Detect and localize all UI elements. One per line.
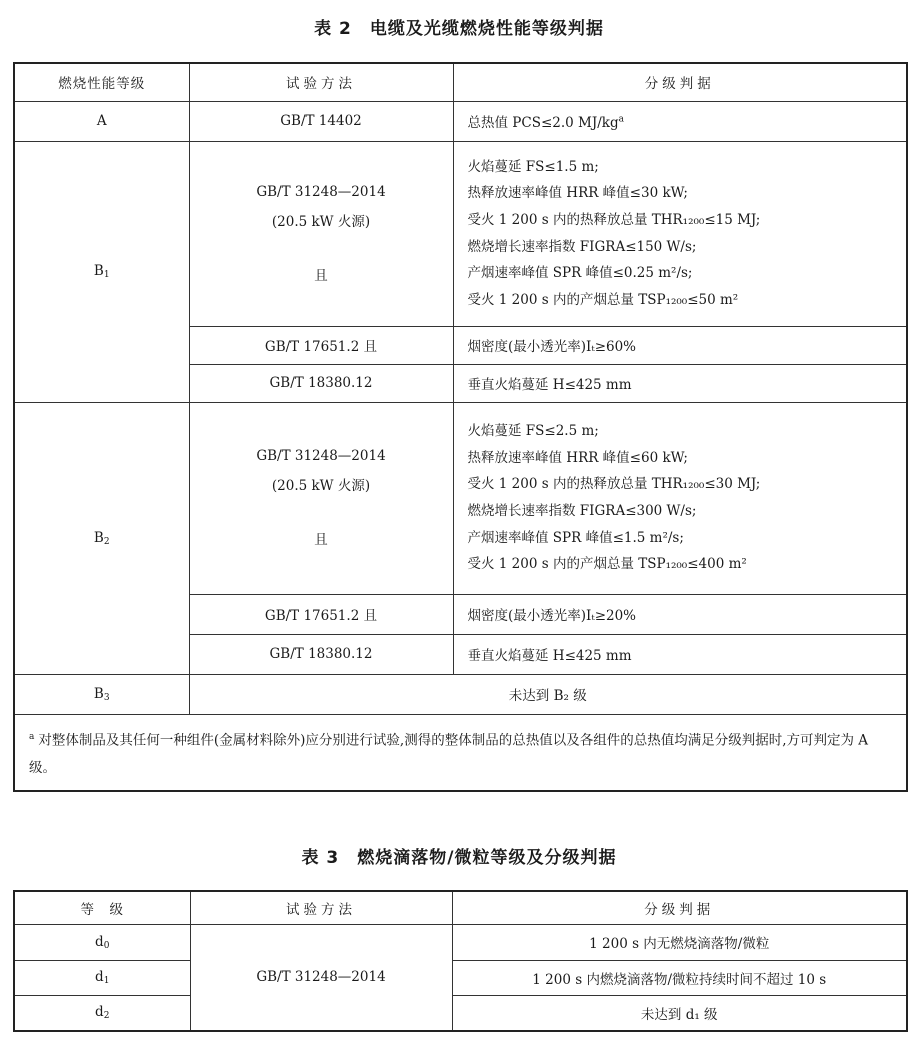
header-grade: 等 级 [14,891,190,924]
table-row-d2 [14,995,907,1031]
criterion-d2: 未达到 d₁ 级 [452,995,907,1031]
method-a: GB/T 14402 [189,101,453,141]
table3-header-row [14,891,907,924]
header-method: 试验方法 [190,891,452,924]
vertical-method-b2: GB/T 18380.12 [189,634,453,674]
table3-title: 表 3 燃烧滴落物/微粒等级及分级判据 [301,848,617,868]
header-criteria: 分级判据 [452,891,907,924]
criterion-a: 总热值 PCS≤2.0 $MJ/kg^a$ [453,101,907,141]
grade-b1: $B_1$ [14,141,189,402]
table2-combustion-grades [13,62,908,792]
vertical-method-b1: GB/T 18380.12 [189,364,453,402]
table-row-grade-a [14,101,907,141]
footnote-mark: a [618,114,625,125]
vertical-criterion-b2: 垂直火焰蔓延 H≤425 mm [453,634,907,674]
criterion-d0: 1 200 s 内无燃烧滴落物/微粒 [452,924,907,960]
criteria-b2: 火焰蔓延 FS≤2.5 m; 热释放速率峰值 HRR 峰值≤60 kW; 受火 1 200 s 内的热释放总量 THR₁₂₀₀≤30 MJ; 燃烧增长速率指数 FIGRA≤300 W/s; 产烟速率峰值 SPR 峰值≤1.5 m²/s; 受火 1 200 s 内的产烟总量 TSP₁₂₀₀≤400 m² [453,402,907,594]
footnote-mark: a [29,731,35,742]
method-d: GB/T 31248—2014 [190,924,452,1031]
method-b1: GB/T 31248—2014 (20.5 kW 火源) 且 [189,141,453,326]
table2-footnote-row [14,714,907,791]
criterion-b3: 未达到 B₂ 级 [189,674,907,714]
vertical-criterion-b1: 垂直火焰蔓延 H≤425 mm [453,364,907,402]
grade-d2: $d_2$ [14,995,190,1031]
table-row-grade-b2 [14,402,907,594]
grade-d1: $d_1$ [14,960,190,995]
table2-header-row [14,63,907,101]
criterion-d1: 1 200 s 内燃烧滴落物/微粒持续时间不超过 10 s [452,960,907,995]
table2-title: 表 2 电缆及光缆燃烧性能等级判据 [314,19,604,39]
criteria-b1: 火焰蔓延 FS≤1.5 m; 热释放速率峰值 HRR 峰值≤30 kW; 受火 1 200 s 内的热释放总量 THR₁₂₀₀≤15 MJ; 燃烧增长速率指数 FIGRA≤150 W/s; 产烟速率峰值 SPR 峰值≤0.25 m²/s; 受火 1 200 s 内的产烟总量 TSP₁₂₀₀≤50 m² [453,141,907,326]
grade-d0: $d_0$ [14,924,190,960]
header-method: 试验方法 [189,63,453,101]
header-criteria: 分级判据 [453,63,907,101]
table3-dripping-grades [13,890,908,1032]
grade-a: A [14,101,189,141]
table-row-d0 [14,924,907,960]
grade-b3: $B_3$ [14,674,189,714]
smoke-method-b1: GB/T 17651.2 且 [189,326,453,364]
table-row-grade-b3 [14,674,907,714]
smoke-criterion-b1: 烟密度(最小透光率)Iₜ≥60% [453,326,907,364]
method-b2: GB/T 31248—2014 (20.5 kW 火源) 且 [189,402,453,594]
header-grade: 燃烧性能等级 [14,63,189,101]
smoke-method-b2: GB/T 17651.2 且 [189,594,453,634]
table-row-d1 [14,960,907,995]
table2-footnote: $^a$ 对整体制品及其任何一种组件(金属材料除外)应分别进行试验,测得的整体制品的总热值以及各组件的总热值均满足分级判据时,方可判定为 A 级。 [14,714,907,791]
table-row-grade-b1 [14,141,907,326]
smoke-criterion-b2: 烟密度(最小透光率)Iₜ≥20% [453,594,907,634]
grade-b2: $B_2$ [14,402,189,674]
